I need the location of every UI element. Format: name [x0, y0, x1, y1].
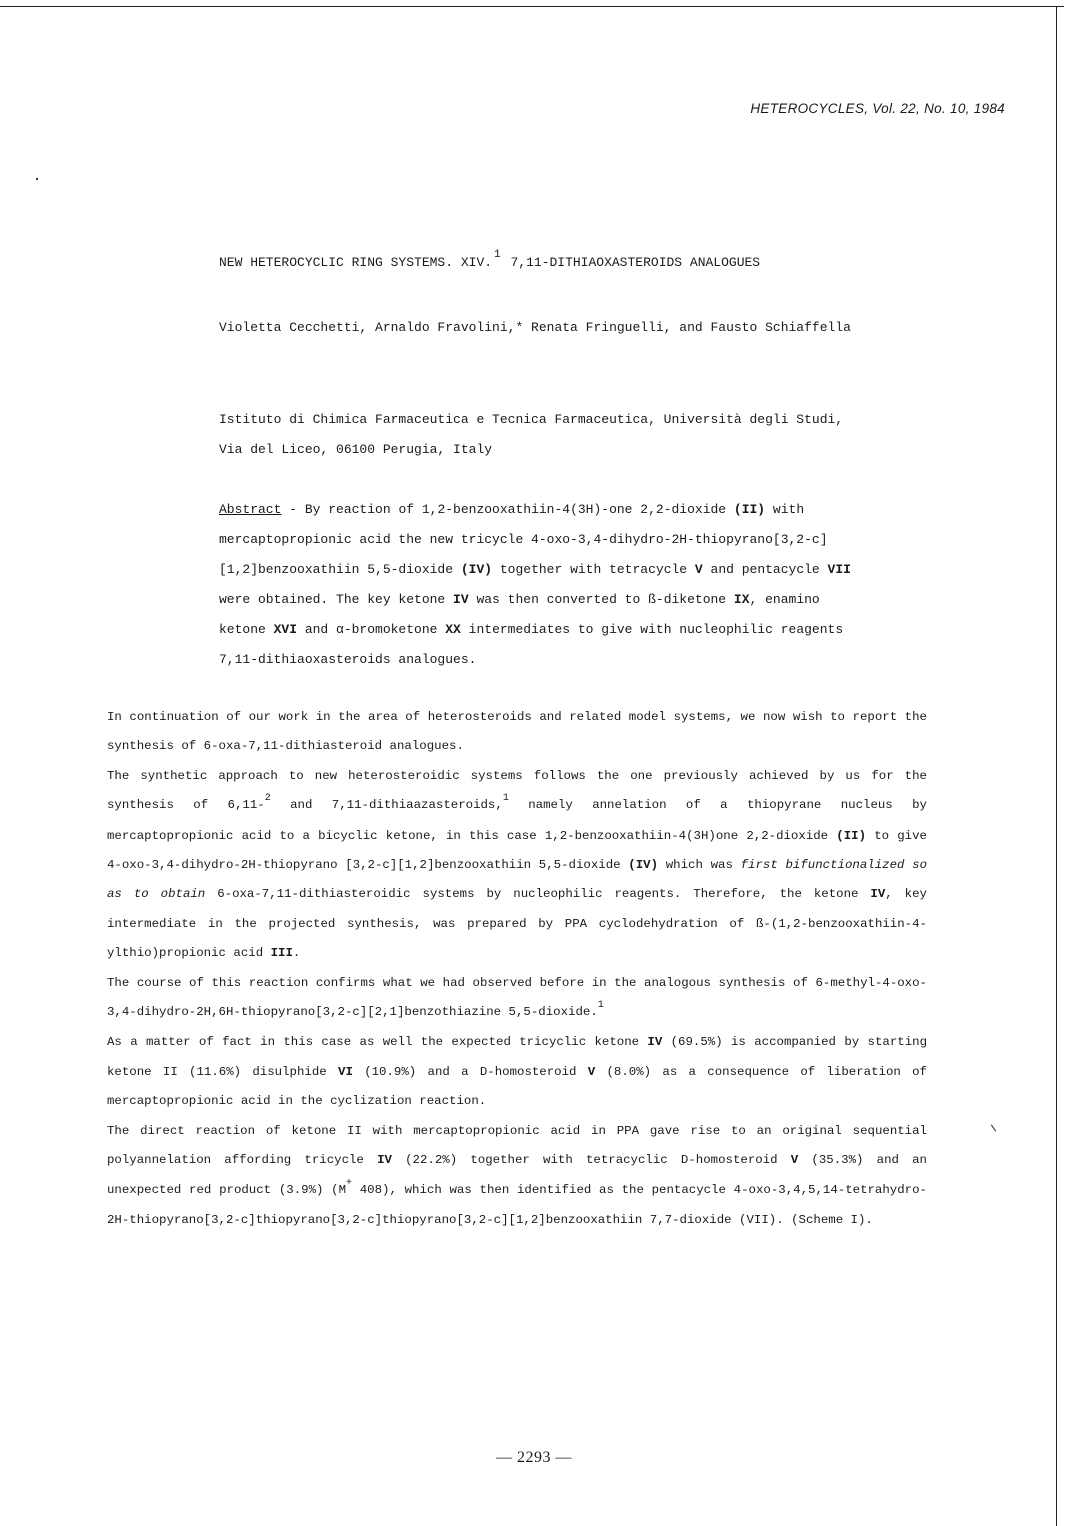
compound-ref: V — [790, 1153, 799, 1168]
compound-ref: IX — [733, 592, 750, 607]
compound-ref: IV — [377, 1153, 392, 1168]
title-main: NEW HETEROCYCLIC RING SYSTEMS. XIV. — [219, 255, 493, 270]
running-head: HETEROCYCLES, Vol. 22, No. 10, 1984 — [750, 101, 1005, 116]
citation: 2 — [264, 793, 271, 805]
compound-ref: VI — [338, 1064, 353, 1079]
mass-ion-superscript: + — [346, 1177, 353, 1189]
paragraph: The direct reaction of ketone II with mercaptopropionic acid in PPA gave rise to an original sequential polyannelation affording tricycle IV (22.2%) together with tetracyclic D-homosteroid V (35.3%) and an unexpected red product (3.9%) (M+ 408), which was then identified as the pentacycle 4-oxo-3,4,5,14-tetrahydro-2H-thiopyrano[3,2-c]thiopyrano[3,2-c]thiopyrano[3,2-c][1,2]benzooxathiin 7,7-dioxide (VII). (Scheme I). — [107, 1123, 927, 1227]
title-reference: 1 — [494, 249, 501, 261]
abstract: Abstract - By reaction of 1,2-benzooxathiin-4(3H)-one 2,2-dioxide (II) with mercaptopropionic acid the new tricycle 4-oxo-3,4-dihydro-2H-thiopyrano[3,2-c][1,2]benzooxathiin 5,5-dioxide (IV) together with tetracycle V and pentacycle VII were obtained. The key ketone IV was then converted to ß-diketone IX, enamino ketone XVI and α-bromoketone XX intermediates to give with nucleophilic reagents 7,11-dithiaoxasteroids analogues. — [219, 502, 851, 667]
citation: 1 — [502, 793, 509, 805]
scan-speck — [991, 1124, 996, 1131]
compound-ref: XVI — [273, 622, 298, 637]
compound-ref: V — [587, 1064, 596, 1079]
compound-ref: (IV) — [628, 858, 659, 873]
compound-ref: (IV) — [460, 562, 493, 577]
abstract-label: Abstract — [219, 502, 282, 517]
paragraph: In continuation of our work in the area of heterosteroids and related model systems, we now wish to report the synthesis of 6-oxa-7,11-dithiasteroid analogues. — [107, 710, 927, 754]
paragraph: The course of this reaction confirms what we had observed before in the analogous synthesis of 6-methyl-4-oxo-3,4-dihydro-2H,6H-thiopyrano[3,2-c][2,1]benzothiazine 5,5-dioxide.$^1$ — [107, 975, 927, 1020]
compound-ref: V — [694, 562, 703, 577]
scan-speck — [36, 178, 38, 180]
compound-ref: (II) — [733, 502, 766, 517]
compound-ref: VII — [827, 562, 851, 577]
paragraph: The synthetic approach to new heterosteroidic systems follows the one previously achieved by us for the synthesis of 6,11-$^2$ and 7,11-dithiaazasteroids,$^1$ namely annelation of a thiopyrane nucleus by mercaptopropionic acid to a bicyclic ketone, in this case 1,2-benzooxathiin-4(3H)one 2,2-dioxide (II) to give 4-oxo-3,4-dihydro-2H-thiopyrano [3,2-c][1,2]benzooxathiin 5,5-dioxide (IV) which was first bifunctionalized so as to obtain 6-oxa-7,11-dithiasteroidic systems by nucleophilic reagents. Therefore, the ketone IV, key intermediate in the projected synthesis, was prepared by PPA cyclodehydration of ß-(1,2-benzooxathiin-4-ylthio)propionic acid III. — [107, 768, 927, 961]
page-number: — 2293 — — [496, 1449, 572, 1466]
affiliation: Istituto di Chimica Farmaceutica e Tecnica Farmaceutica, Università degli Studi, Via del Liceo, 06100 Perugia, Italy — [219, 412, 844, 457]
compound-ref: III — [270, 946, 293, 961]
title-subtitle: 7,11-DITHIAOXASTEROIDS ANALOGUES — [510, 255, 761, 270]
citation: 1 — [597, 1000, 604, 1012]
paragraph: As a matter of fact in this case as well the expected tricyclic ketone IV (69.5%) is accompanied by starting ketone II (11.6%) disulphide VI (10.9%) and a D-homosteroid V (8.0%) as a consequence of liberation of mercaptopropionic acid in the cyclization reaction. — [107, 1035, 928, 1109]
body-text — [107, 703, 927, 1235]
author-list: Violetta Cecchetti, Arnaldo Fravolini,* Renata Fringuelli, and Fausto Schiaffella — [219, 320, 851, 335]
compound-ref: XX — [445, 622, 461, 637]
scan-border-top — [0, 6, 1064, 7]
scan-border-right — [1056, 6, 1057, 1526]
compound-ref: IV — [647, 1035, 663, 1050]
paper-title — [219, 249, 761, 270]
compound-ref: IV — [453, 592, 469, 607]
compound-ref: IV — [870, 887, 886, 902]
compound-ref: (II) — [836, 828, 867, 843]
